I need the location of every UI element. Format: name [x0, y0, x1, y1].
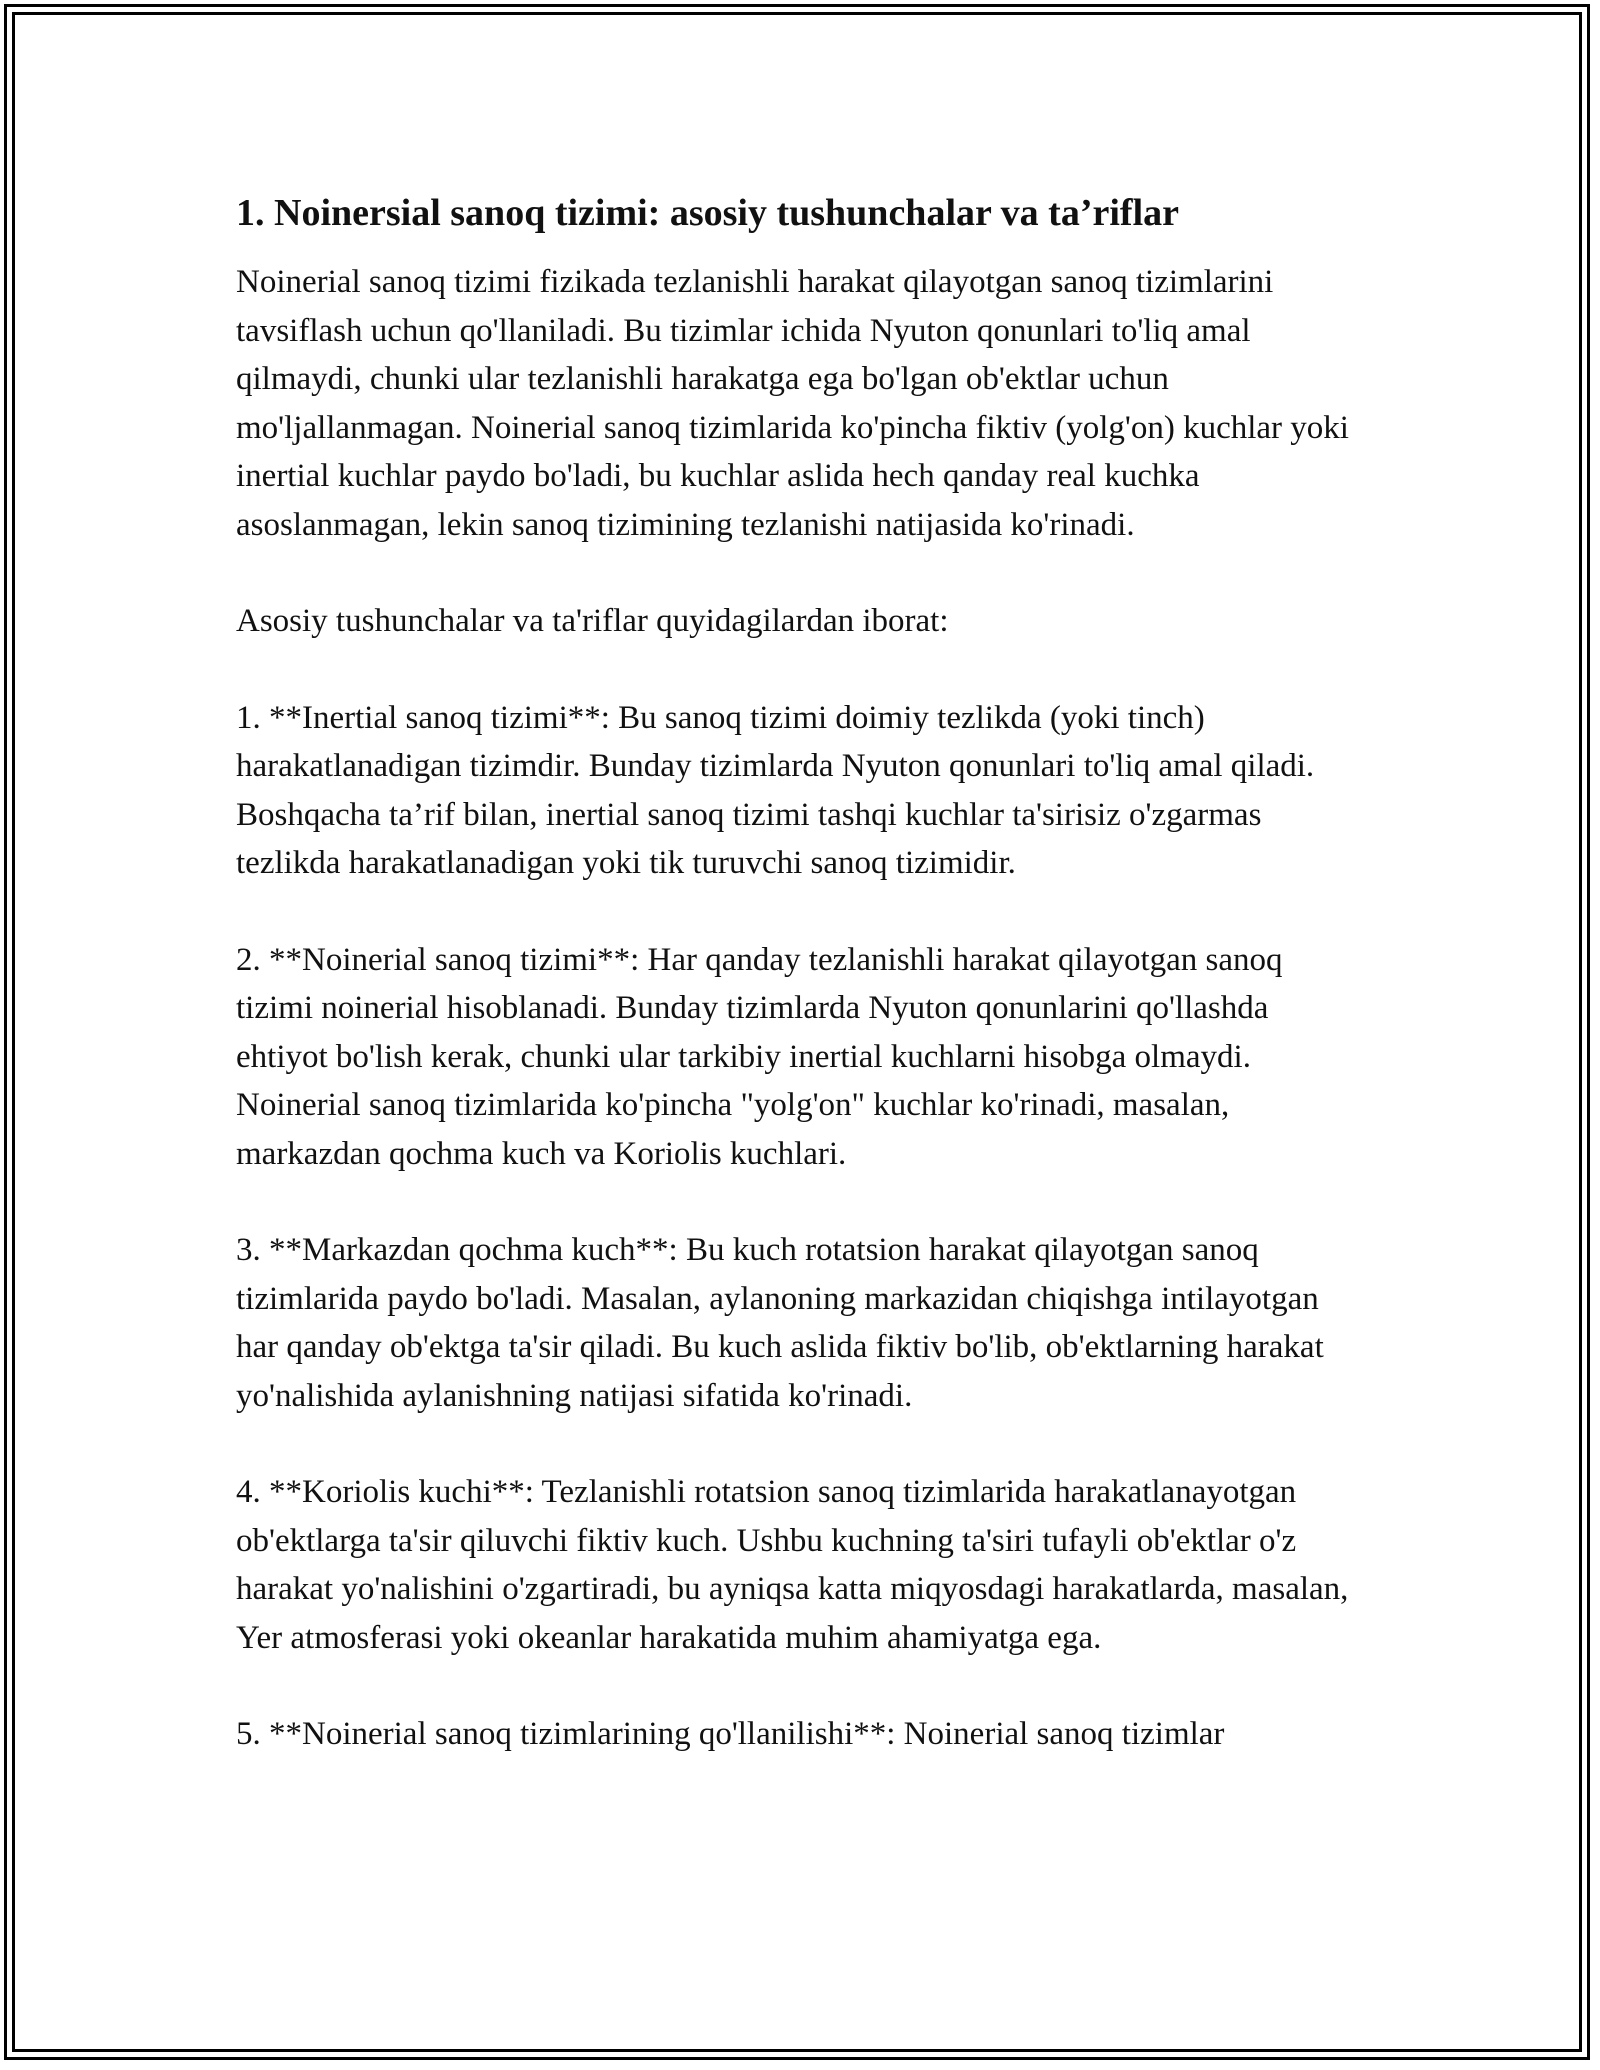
document-body: [236, 186, 1366, 1807]
list-item-coriolis-force: 4. **Koriolis kuchi**: Tezlanishli rotatsion sanoq tizimlarida harakatlanayotgan ob'ektlarga ta'sir qiluvchi fiktiv kuch. Ushbu kuchning ta'siri tufayli ob'ektlar o'z harakat yo'nalishini o'zgartiradi, bu ayniqsa katta miqyosdagi harakatlarda, masalan, Yer atmosferasi yoki okeanlar harakatida muhim ahamiyatga ega.: [236, 1474, 1349, 1656]
list-item-applications: 5. **Noinerial sanoq tizimlarining qo'llanilishi**: Noinerial sanoq tizimlar: [236, 1716, 1225, 1752]
document-title: 1. Noinersial sanoq tizimi: asosiy tushunchalar va ta’riflar: [236, 192, 1179, 234]
list-item-inertial-frame: 1. **Inertial sanoq tizimi**: Bu sanoq tizimi doimiy tezlikda (yoki tinch) harakatlanadigan tizimdir. Bunday tizimlarda Nyuton qonunlari to'liq amal qiladi. Boshqacha ta’rif bilan, inertial sanoq tizimi tashqi kuchlar ta'sirisiz o'zgarmas tezlikda harakatlanadigan yoki tik turuvchi sanoq tizimidir.: [236, 699, 1315, 881]
list-item-noninertial-frame: 2. **Noinerial sanoq tizimi**: Har qanday tezlanishli harakat qilayotgan sanoq tizimi noinerial hisoblanadi. Bunday tizimlarda Nyuton qonunlarini qo'llashda ehtiyot bo'lish kerak, chunki ular tarkibiy inertial kuchlarni hisobga olmaydi. Noinerial sanoq tizimlarida ko'pincha "yolg'on" kuchlar ko'rinadi, masalan, markazdan qochma kuch va Koriolis kuchlari.: [236, 941, 1283, 1172]
concepts-lead-paragraph: Asosiy tushunchalar va ta'riflar quyidagilardan iborat:: [236, 603, 949, 639]
list-item-centrifugal-force: 3. **Markazdan qochma kuch**: Bu kuch rotatsion harakat qilayotgan sanoq tizimlarida paydo bo'ladi. Masalan, aylanoning markazidan chiqishga intilayotgan har qanday ob'ektga ta'sir qiladi. Bu kuch aslida fiktiv bo'lib, ob'ektlarning harakat yo'nalishida aylanishning natijasi sifatida ko'rinadi.: [236, 1232, 1324, 1414]
intro-paragraph: Noinerial sanoq tizimi fizikada tezlanishli harakat qilayotgan sanoq tizimlarini tavsiflash uchun qo'llaniladi. Bu tizimlar ichida Nyuton qonunlari to'liq amal qilmaydi, chunki ular tezlanishli harakatga ega bo'lgan ob'ektlar uchun mo'ljallanmagan. Noinerial sanoq tizimlarida ko'pincha fiktiv (yolg'on) kuchlar yoki inertial kuchlar paydo bo'ladi, bu kuchlar aslida hech qanday real kuchka asoslanmagan, lekin sanoq tizimining tezlanishi natijasida ko'rinadi.: [236, 264, 1349, 543]
